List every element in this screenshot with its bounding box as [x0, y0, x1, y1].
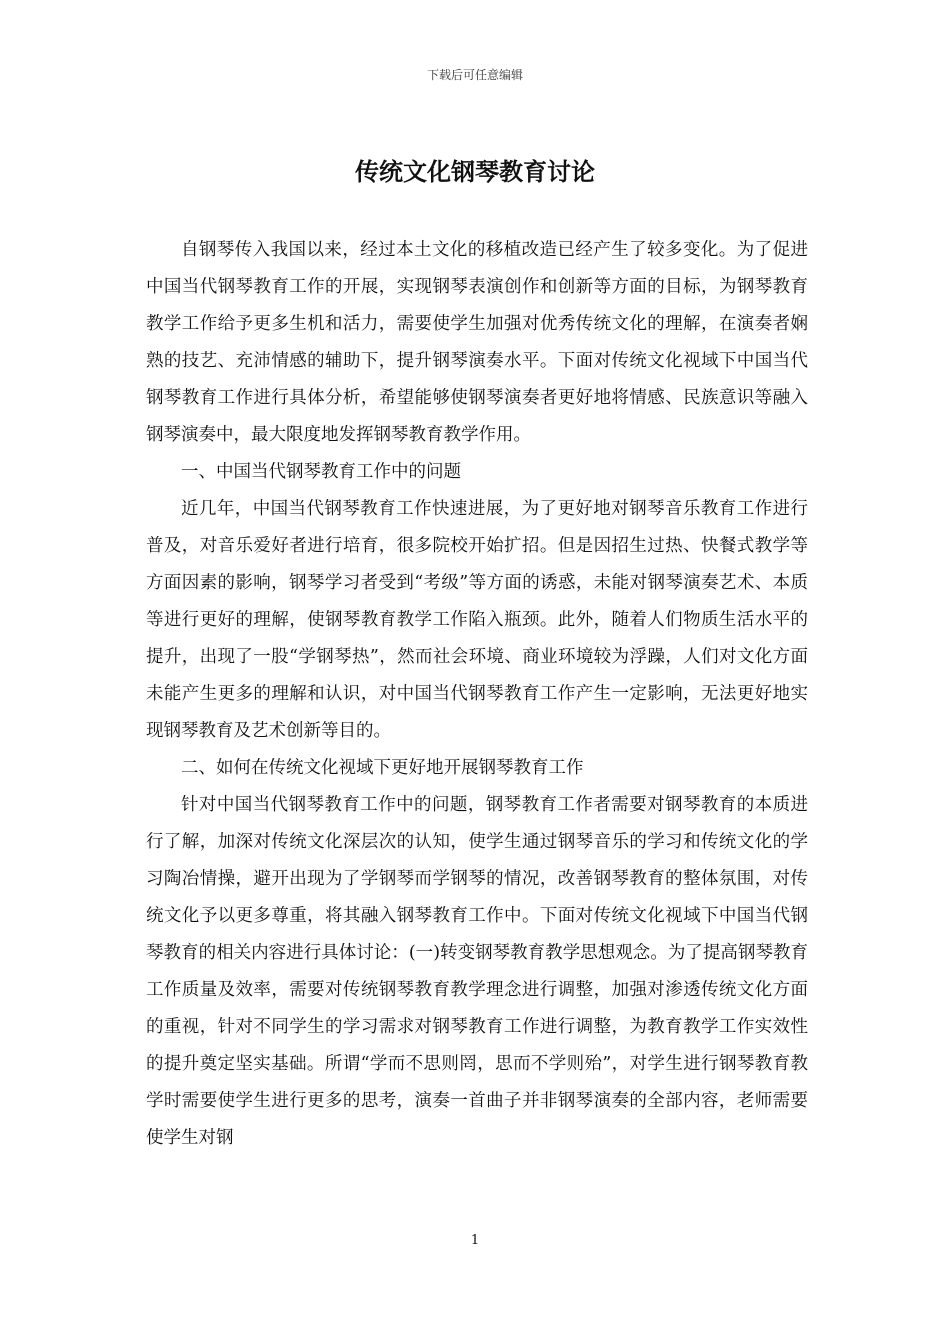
document-body — [146, 232, 808, 1157]
intro-paragraph: 自钢琴传入我国以来，经过本土文化的移植改造已经产生了较多变化。为了促进中国当代钢琴教育工作的开展，实现钢琴表演创作和创新等方面的目标，为钢琴教育教学工作给予更多生机和活力，需要使学生加强对优秀传统文化的理解，在演奏者娴熟的技艺、充沛情感的辅助下，提升钢琴演奏水平。下面对传统文化视域下中国当代钢琴教育工作进行具体分析，希望能够使钢琴演奏者更好地将情感、民族意识等融入钢琴演奏中，最大限度地发挥钢琴教育教学作用。 — [146, 240, 808, 445]
page-number: 1 — [470, 1233, 480, 1248]
section-2-paragraph: 针对中国当代钢琴教育工作中的问题，钢琴教育工作者需要对钢琴教育的本质进行了解，加深对传统文化深层次的认知，使学生通过钢琴音乐的学习和传统文化的学习陶冶情操，避开出现为了学钢琴而学钢琴的情况，改善钢琴教育的整体氛围，对传统文化予以更多尊重，将其融入钢琴教育工作中。下面对传统文化视域下中国当代钢琴教育的相关内容进行具体讨论：(一)转变钢琴教育教学思想观念。为了提高钢琴教育工作质量及效率，需要对传统钢琴教育教学理念进行调整，加强对渗透传统文化方面的重视，针对不同学生的学习需求对钢琴教育工作进行调整，为教育教学工作实效性的提升奠定坚实基础。所谓“学而不思则罔，思而不学则殆”，对学生进行钢琴教育教学时需要使学生进行更多的思考，演奏一首曲子并非钢琴演奏的全部内容，老师需要使学生对钢 — [146, 795, 808, 1148]
section-heading-2: 二、如何在传统文化视域下更好地开展钢琴教育工作 — [181, 758, 584, 778]
document-title: 传统文化钢琴教育讨论 — [355, 157, 595, 186]
section-1-paragraph: 近几年，中国当代钢琴教育工作快速进展，为了更好地对钢琴音乐教育工作进行普及，对音乐爱好者进行培育，很多院校开始扩招。但是因招生过热、快餐式教学等方面因素的影响，钢琴学习者受到“考级”等方面的诱惑，未能对钢琴演奏艺术、本质等进行更好的理解，使钢琴教育教学工作陷入瓶颈。此外，随着人们物质生活水平的提升，出现了一股“学钢琴热”，然而社会环境、商业环境较为浮躁，人们对文化方面未能产生更多的理解和认识，对中国当代钢琴教育工作产生一定影响，无法更好地实现钢琴教育及艺术创新等目的。 — [146, 499, 808, 741]
page-header: 下载后可任意编辑 — [426, 68, 523, 82]
section-heading-1: 一、中国当代钢琴教育工作中的问题 — [181, 462, 461, 482]
